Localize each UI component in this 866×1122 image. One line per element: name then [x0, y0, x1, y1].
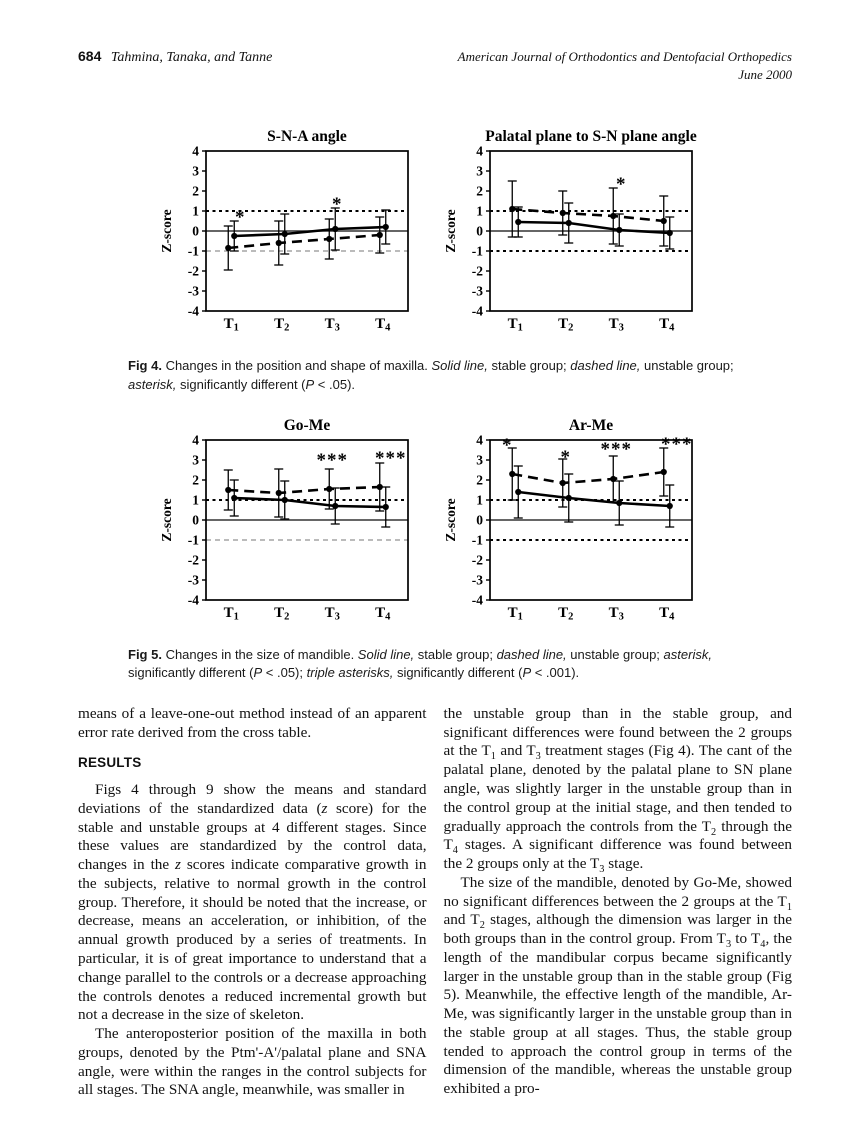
svg-text:Z-score: Z-score — [160, 498, 174, 542]
svg-text:Z-score: Z-score — [160, 209, 174, 253]
svg-text:4: 4 — [476, 143, 483, 159]
chart-canvas — [444, 416, 710, 634]
svg-text:-3: -3 — [471, 283, 483, 299]
svg-text:*: * — [502, 435, 513, 456]
figure-4-caption: Fig 4. Changes in the position and shape of maxilla. Solid line, stable group; dashed line, unstable group; asterisk, significantly different (P < .05). — [128, 358, 734, 392]
svg-text:3: 3 — [192, 163, 199, 179]
svg-text:-4: -4 — [471, 592, 483, 608]
svg-text:T2: T2 — [274, 605, 290, 623]
right-column — [444, 705, 793, 1100]
chart-go-me — [160, 416, 426, 634]
svg-text:***: *** — [375, 448, 407, 469]
svg-text:0: 0 — [192, 223, 199, 239]
svg-text:T4: T4 — [375, 605, 391, 623]
svg-text:T1: T1 — [507, 605, 523, 623]
svg-text:***: *** — [661, 434, 693, 455]
svg-text:T1: T1 — [223, 316, 239, 334]
svg-text:T2: T2 — [558, 316, 574, 334]
chart-ar-me — [444, 416, 710, 634]
svg-text:-4: -4 — [187, 303, 199, 319]
figure-4-charts — [78, 127, 792, 345]
svg-text:Go-Me: Go-Me — [283, 417, 331, 434]
journal-title: American Journal of Orthodontics and Dentofacial Orthopedics — [457, 49, 792, 64]
svg-text:T2: T2 — [274, 316, 290, 334]
svg-text:0: 0 — [192, 512, 199, 528]
body-paragraph: the unstable group than in the stable group, and significant differences were found between the 2 groups at the $T_1$ and $T_3$ treatment stages (Fig 4). The cant of the palatal plane, denoted by the palatal plane to SN plane angle, was slightly larger in the unstable group than in the control group at the initial stage, and then tended to gradually approach the controls from the $T_2$ through the $T_4$ stages. A significant difference was found between the 2 groups only at the $T_3$ stage. — [443, 704, 792, 876]
svg-text:Ar-Me: Ar-Me — [568, 417, 614, 434]
svg-text:T4: T4 — [375, 316, 391, 334]
svg-text:T4: T4 — [659, 605, 675, 623]
svg-text:2: 2 — [192, 183, 199, 199]
svg-text:-1: -1 — [187, 243, 199, 259]
svg-text:2: 2 — [476, 183, 483, 199]
chart-canvas — [444, 127, 710, 345]
body-paragraph: Figs 4 through 9 show the means and standard deviations of the standardized data (z score) for the stable and unstable groups at 4 different stages. Since these values are standardized by the control data, changes in the z scores indicate comparative growth in the subjects, relative to normal growth in the control group. Therefore, it should be noted that the increase, or decrease, means an acceleration, or inhibition, of the annual growth produced by a series of treatments. In particular, it is of great importance to understand that a change parallel to the controls or a decrease approaching the controls denotes a reduced incremental growth but not a decrease in the size of skeleton. — [78, 781, 427, 1024]
figure-5-caption: Fig 5. Changes in the size of mandible. Solid line, stable group; dashed line, unstable group; asterisk, significantly different (P < .05); triple asterisks, significantly different (P < .001). — [128, 647, 712, 681]
chart-palatal-plane-angle — [444, 127, 710, 345]
chart-canvas — [160, 127, 426, 345]
svg-text:0: 0 — [476, 512, 483, 528]
running-head-left — [78, 48, 272, 66]
svg-text:***: *** — [600, 439, 632, 460]
svg-text:-2: -2 — [471, 552, 483, 568]
figure-4 — [78, 127, 792, 394]
svg-text:T3: T3 — [324, 605, 340, 623]
page-number: 684 — [78, 48, 102, 64]
svg-text:1: 1 — [192, 203, 199, 219]
chart-canvas — [160, 416, 426, 634]
svg-text:3: 3 — [476, 163, 483, 179]
svg-text:Z-score: Z-score — [444, 209, 458, 253]
figure-5-charts — [78, 416, 792, 634]
svg-text:S-N-A angle: S-N-A angle — [267, 128, 347, 146]
svg-text:T2: T2 — [558, 605, 574, 623]
svg-text:3: 3 — [192, 452, 199, 468]
svg-text:*: * — [332, 194, 343, 216]
svg-text:2: 2 — [192, 472, 199, 488]
svg-text:2: 2 — [476, 472, 483, 488]
svg-text:-1: -1 — [471, 243, 483, 259]
svg-text:*: * — [560, 447, 571, 468]
svg-text:-1: -1 — [187, 532, 199, 548]
svg-text:-4: -4 — [187, 592, 199, 608]
body-paragraph: The size of the mandible, denoted by Go-Me, showed no significant differences between the 2 groups at the $T_1$ and $T_2$ stages, although the dimension was larger in the both groups than in the control group. From $T_3$ to $T_4$, the length of the mandibular corpus became significantly larger in the unstable group than in the stable group (Fig 5). Meanwhile, the effective length of the mandible, Ar-Me, was significantly larger in the unstable group than in the stable group at all stages. Thus, the stable group tended to approach the control group in terms of the dimension of the mandible, whereas the unstable group exhibited a pro- — [443, 873, 792, 1098]
svg-text:1: 1 — [476, 203, 483, 219]
svg-text:-2: -2 — [187, 552, 199, 568]
svg-text:T3: T3 — [324, 316, 340, 334]
svg-text:Z-score: Z-score — [444, 498, 458, 542]
chart-sna-angle — [160, 127, 426, 345]
svg-text:*: * — [616, 174, 627, 196]
body-paragraph: The anteroposterior position of the maxilla in both groups, denoted by the Ptm'-A'/palatal plane and SNA angle, were within the ranges in the control subjects for all stages. The SNA angle, meanwhile, was smaller in — [78, 1025, 427, 1099]
svg-text:-3: -3 — [187, 283, 199, 299]
body-paragraph: means of a leave-one-out method instead of an apparent error rate derived from the cross table. — [78, 704, 427, 741]
svg-text:1: 1 — [192, 492, 199, 508]
svg-text:*: * — [235, 207, 246, 229]
svg-text:4: 4 — [476, 432, 483, 448]
svg-text:T1: T1 — [507, 316, 523, 334]
svg-text:0: 0 — [476, 223, 483, 239]
svg-text:-2: -2 — [471, 263, 483, 279]
running-authors: Tahmina, Tanaka, and Tanne — [110, 50, 273, 65]
svg-text:T3: T3 — [608, 316, 624, 334]
figure-5 — [78, 416, 792, 683]
svg-text:T4: T4 — [659, 316, 675, 334]
svg-text:T3: T3 — [608, 605, 624, 623]
journal-issue-date: June 2000 — [738, 66, 792, 82]
svg-text:4: 4 — [192, 143, 199, 159]
running-head-right — [458, 48, 792, 83]
page-header — [78, 48, 792, 83]
svg-text:4: 4 — [192, 432, 199, 448]
svg-text:-4: -4 — [471, 303, 483, 319]
svg-text:T1: T1 — [223, 605, 239, 623]
left-column — [78, 705, 427, 1100]
svg-text:-2: -2 — [187, 263, 199, 279]
svg-text:3: 3 — [476, 452, 483, 468]
svg-text:-1: -1 — [471, 532, 483, 548]
results-heading: RESULTS — [78, 755, 142, 771]
svg-text:1: 1 — [476, 492, 483, 508]
svg-text:-3: -3 — [471, 572, 483, 588]
svg-text:-3: -3 — [187, 572, 199, 588]
svg-text:***: *** — [316, 450, 348, 471]
body-text — [78, 705, 792, 1100]
svg-text:Palatal plane to S-N plane ang: Palatal plane to S-N plane angle — [485, 128, 697, 146]
